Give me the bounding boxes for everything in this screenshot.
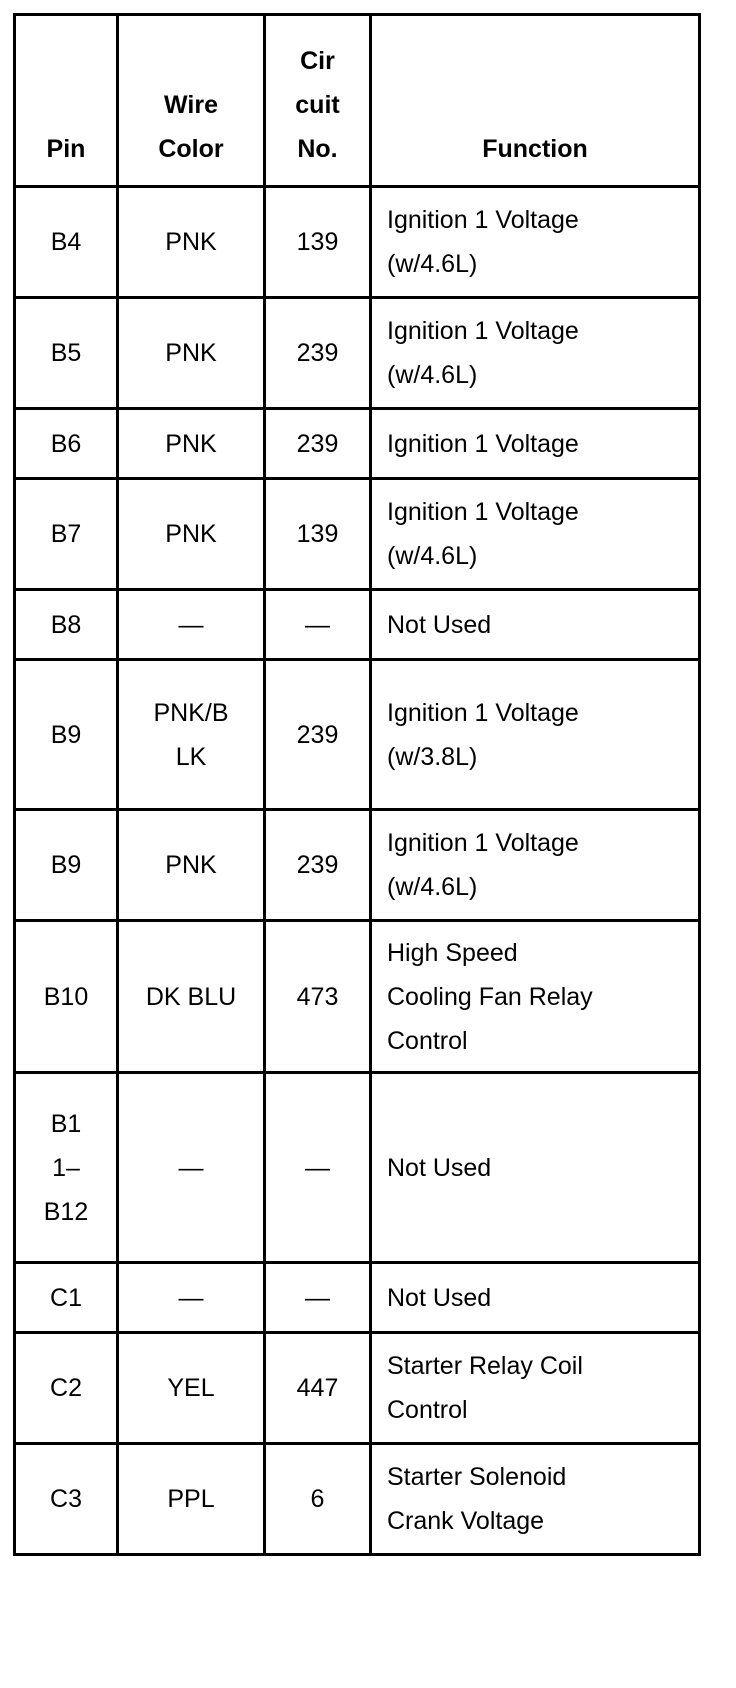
cell-function bbox=[371, 298, 700, 409]
cell-wire-color-line: PNK bbox=[165, 429, 217, 458]
cell-function bbox=[371, 1333, 700, 1444]
cell-pin-line: B8 bbox=[50, 610, 82, 639]
cell-pin bbox=[15, 1263, 118, 1333]
cell-wire-color bbox=[118, 479, 265, 590]
cell-pin-line: B5 bbox=[50, 339, 82, 367]
cell-pin bbox=[15, 590, 118, 660]
cell-function bbox=[371, 1263, 700, 1333]
cell-wire-color bbox=[118, 1073, 265, 1263]
cell-pin-line: B10 bbox=[43, 982, 89, 1011]
cell-function-line: Ignition 1 Voltage bbox=[387, 698, 579, 727]
cell-pin bbox=[15, 660, 118, 810]
table-row bbox=[15, 810, 700, 921]
table-body bbox=[15, 187, 700, 1555]
cell-circuit-no: 239 bbox=[265, 810, 371, 921]
cell-function-line: Ignition 1 Voltage bbox=[387, 829, 579, 857]
cell-circuit-no: 139 bbox=[265, 479, 371, 590]
table-row bbox=[15, 1073, 700, 1263]
cell-function-line: Crank Voltage bbox=[387, 1507, 545, 1535]
cell-circuit-no: 239 bbox=[265, 409, 371, 479]
cell-circuit-no: 6 bbox=[265, 1444, 371, 1555]
cell-function-line: Not Used bbox=[387, 1153, 492, 1182]
cell-wire-color-line: PNK bbox=[165, 228, 217, 256]
cell-wire-color-line: — bbox=[178, 1283, 204, 1312]
cell-circuit-no: 239 bbox=[265, 298, 371, 409]
cell-function bbox=[371, 590, 700, 660]
table-row bbox=[15, 298, 700, 409]
cell-function bbox=[371, 187, 700, 298]
cell-pin-line: B6 bbox=[50, 429, 82, 458]
cell-pin bbox=[15, 1073, 118, 1263]
cell-function bbox=[371, 479, 700, 590]
table-row bbox=[15, 479, 700, 590]
cell-pin-line: C2 bbox=[50, 1374, 82, 1402]
cell-wire-color-line: LK bbox=[175, 742, 207, 771]
cell-function bbox=[371, 409, 700, 479]
cell-function-line: (w/4.6L) bbox=[387, 361, 478, 389]
table-row bbox=[15, 1263, 700, 1333]
cell-wire-color bbox=[118, 298, 265, 409]
cell-pin-line: B9 bbox=[50, 851, 82, 879]
cell-function-line: (w/3.8L) bbox=[387, 742, 478, 771]
cell-circuit-no: 473 bbox=[265, 921, 371, 1073]
cell-wire-color bbox=[118, 187, 265, 298]
cell-wire-color bbox=[118, 590, 265, 660]
cell-pin-line: B12 bbox=[43, 1197, 89, 1226]
cell-function bbox=[371, 1444, 700, 1555]
cell-wire-color bbox=[118, 660, 265, 810]
cell-circuit-no: — bbox=[265, 590, 371, 660]
cell-circuit-no: 139 bbox=[265, 187, 371, 298]
header-wire-color-line: Color bbox=[158, 135, 224, 163]
cell-function-line: Starter Relay Coil bbox=[387, 1352, 583, 1380]
cell-pin-line: C3 bbox=[50, 1485, 82, 1513]
cell-wire-color bbox=[118, 1263, 265, 1333]
cell-pin bbox=[15, 187, 118, 298]
header-circuit-no bbox=[265, 15, 371, 187]
cell-function bbox=[371, 1073, 700, 1263]
cell-wire-color-line: PNK bbox=[165, 520, 217, 548]
header-circuit-no-line: cuit bbox=[295, 91, 340, 119]
cell-function bbox=[371, 660, 700, 810]
table-row bbox=[15, 409, 700, 479]
cell-circuit-no: — bbox=[265, 1073, 371, 1263]
header-circuit-no-line: Cir bbox=[300, 47, 335, 75]
cell-function-line: Starter Solenoid bbox=[387, 1463, 567, 1491]
cell-pin-line: B4 bbox=[50, 228, 82, 256]
cell-pin bbox=[15, 409, 118, 479]
header-wire-color bbox=[118, 15, 265, 187]
cell-function-line: High Speed bbox=[387, 938, 518, 967]
cell-function-line: (w/4.6L) bbox=[387, 873, 478, 901]
cell-pin-line: B9 bbox=[50, 720, 82, 749]
cell-pin-line: B1 bbox=[50, 1109, 82, 1138]
cell-pin bbox=[15, 810, 118, 921]
cell-function-line: (w/4.6L) bbox=[387, 542, 478, 570]
cell-pin-line: 1– bbox=[52, 1153, 80, 1182]
connector-pinout-table bbox=[13, 13, 701, 1556]
cell-circuit-no: 239 bbox=[265, 660, 371, 810]
cell-wire-color-line: PNK bbox=[165, 339, 217, 367]
cell-pin bbox=[15, 479, 118, 590]
cell-function bbox=[371, 921, 700, 1073]
cell-pin-line: B7 bbox=[50, 520, 82, 548]
cell-circuit-no: 447 bbox=[265, 1333, 371, 1444]
cell-wire-color-line: DK BLU bbox=[145, 982, 237, 1011]
cell-wire-color-line: PNK/B bbox=[153, 698, 229, 727]
cell-function-line: Not Used bbox=[387, 610, 492, 639]
table-row bbox=[15, 1333, 700, 1444]
header-function bbox=[371, 15, 700, 187]
cell-function-line: Cooling Fan Relay bbox=[387, 982, 593, 1011]
cell-wire-color bbox=[118, 921, 265, 1073]
cell-wire-color-line: PPL bbox=[167, 1485, 215, 1513]
cell-function-line: Ignition 1 Voltage bbox=[387, 317, 579, 345]
header-circuit-no-line: No. bbox=[297, 135, 338, 163]
header-row bbox=[15, 15, 700, 187]
header-wire-color-line: Wire bbox=[164, 91, 218, 119]
cell-wire-color bbox=[118, 409, 265, 479]
cell-function-line: (w/4.6L) bbox=[387, 250, 478, 278]
cell-function-line: Not Used bbox=[387, 1283, 492, 1312]
cell-wire-color-line: YEL bbox=[167, 1374, 215, 1402]
table-row bbox=[15, 187, 700, 298]
header-function-line: Function bbox=[482, 135, 588, 163]
cell-wire-color bbox=[118, 810, 265, 921]
cell-function-line: Ignition 1 Voltage bbox=[387, 498, 579, 526]
header-pin-line: Pin bbox=[46, 135, 86, 163]
cell-wire-color-line: — bbox=[178, 1153, 204, 1182]
header-pin bbox=[15, 15, 118, 187]
cell-function-line: Control bbox=[387, 1396, 468, 1424]
cell-wire-color bbox=[118, 1333, 265, 1444]
cell-pin bbox=[15, 921, 118, 1073]
cell-pin bbox=[15, 1333, 118, 1444]
cell-pin-line: C1 bbox=[50, 1283, 82, 1312]
cell-function bbox=[371, 810, 700, 921]
cell-pin bbox=[15, 298, 118, 409]
table-row bbox=[15, 660, 700, 810]
cell-circuit-no: — bbox=[265, 1263, 371, 1333]
table-row bbox=[15, 590, 700, 660]
table-row bbox=[15, 1444, 700, 1555]
cell-function-line: Control bbox=[387, 1026, 468, 1055]
cell-function-line: Ignition 1 Voltage bbox=[387, 429, 579, 458]
cell-function-line: Ignition 1 Voltage bbox=[387, 206, 579, 234]
cell-wire-color bbox=[118, 1444, 265, 1555]
cell-wire-color-line: — bbox=[178, 610, 204, 639]
cell-pin bbox=[15, 1444, 118, 1555]
table-row bbox=[15, 921, 700, 1073]
cell-wire-color-line: PNK bbox=[165, 851, 217, 879]
